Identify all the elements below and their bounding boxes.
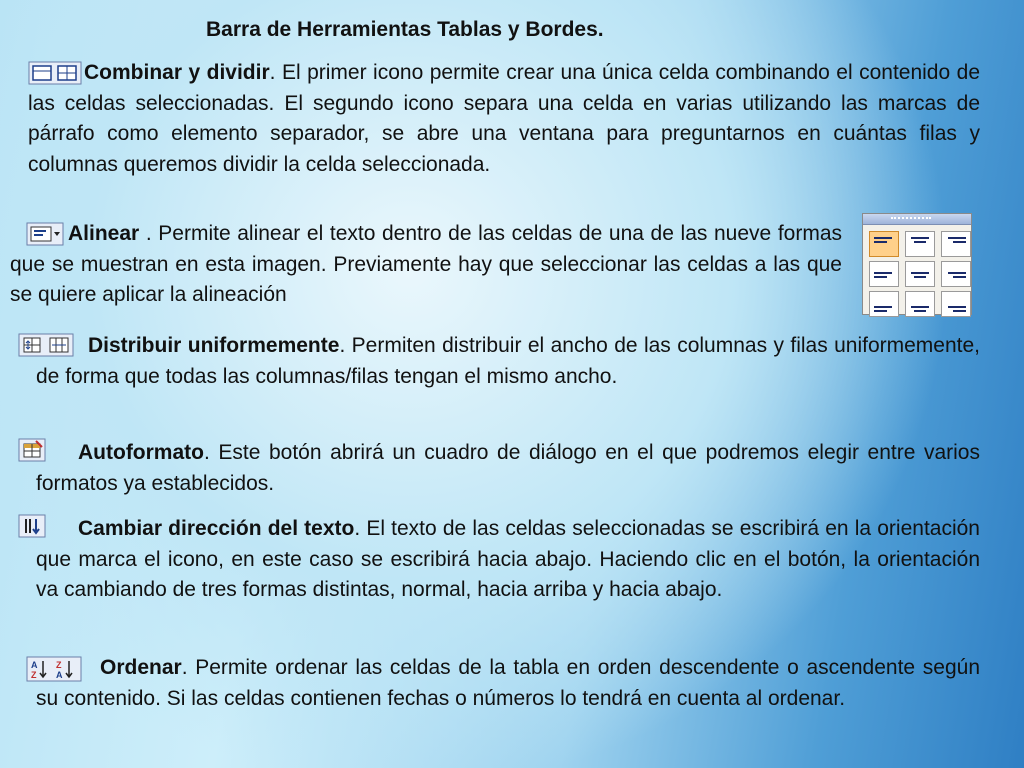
section-heading: Combinar y dividir — [84, 61, 270, 84]
section-heading: Distribuir uniformemente — [88, 334, 340, 357]
section-text: . El texto de las celdas seleccionadas se escribirá en la orientación que marca el icono, en este caso se escribirá hacia abajo. Haciendo clic en el botón, la orientación va cambiando de tres formas distintas, normal, hacia arriba y hacia abajo. — [36, 517, 980, 601]
align-top-center — [905, 231, 935, 257]
section-combinar-dividir — [28, 58, 980, 180]
svg-text:Z: Z — [56, 660, 62, 670]
alignment-grid-icon — [862, 213, 972, 315]
align-middle-right — [941, 261, 971, 287]
section-cambiar-direccion — [36, 514, 980, 606]
section-heading: Alinear — [68, 222, 140, 245]
page-title: Barra de Herramientas Tablas y Bordes. — [206, 18, 604, 41]
merge-split-cells-icon — [28, 61, 82, 85]
align-top-right — [941, 231, 971, 257]
section-text: . El primer icono permite crear una única celda combinando el contenido de las celdas seleccionadas. El segundo icono separa una celda en varias utilizando las marcas de párrafo como elemento separador, se abre una ventana para preguntarnos en cuántas filas y columnas queremos dividir la celda seleccionada. — [28, 61, 980, 176]
align-bottom-left — [869, 291, 899, 317]
section-ordenar — [36, 653, 980, 714]
svg-text:A: A — [56, 670, 63, 680]
section-heading: Cambiar dirección del texto — [78, 517, 355, 540]
align-bottom-right — [941, 291, 971, 317]
align-middle-left — [869, 261, 899, 287]
align-middle-center — [905, 261, 935, 287]
section-heading: Ordenar — [100, 656, 182, 679]
svg-text:A: A — [31, 660, 38, 670]
section-autoformato — [36, 438, 980, 499]
section-alinear — [10, 219, 842, 311]
palette-titlebar — [863, 214, 971, 225]
align-bottom-center — [905, 291, 935, 317]
svg-text:Z: Z — [31, 670, 37, 680]
section-text: . Permiten distribuir el ancho de las columnas y filas uniformemente, de forma que todas las columnas/filas tengan el mismo ancho. — [36, 334, 981, 388]
section-heading: Autoformato — [78, 441, 204, 464]
section-text: . Este botón abrirá un cuadro de diálogo en el que podremos elegir entre varios formatos ya establecidos. — [36, 441, 980, 495]
section-distribuir — [36, 331, 980, 392]
align-top-left — [869, 231, 899, 257]
section-text: . Permite alinear el texto dentro de las celdas de una de las nueve formas que se muestran en esta imagen. Previamente hay que seleccionar las celdas a las que se quiere aplicar la alineación — [10, 222, 842, 306]
section-text: . Permite ordenar las celdas de la tabla en orden descendente o ascendente según su contenido. Si las celdas contienen fechas o números lo tendrá en cuenta al ordenar. — [36, 656, 980, 710]
